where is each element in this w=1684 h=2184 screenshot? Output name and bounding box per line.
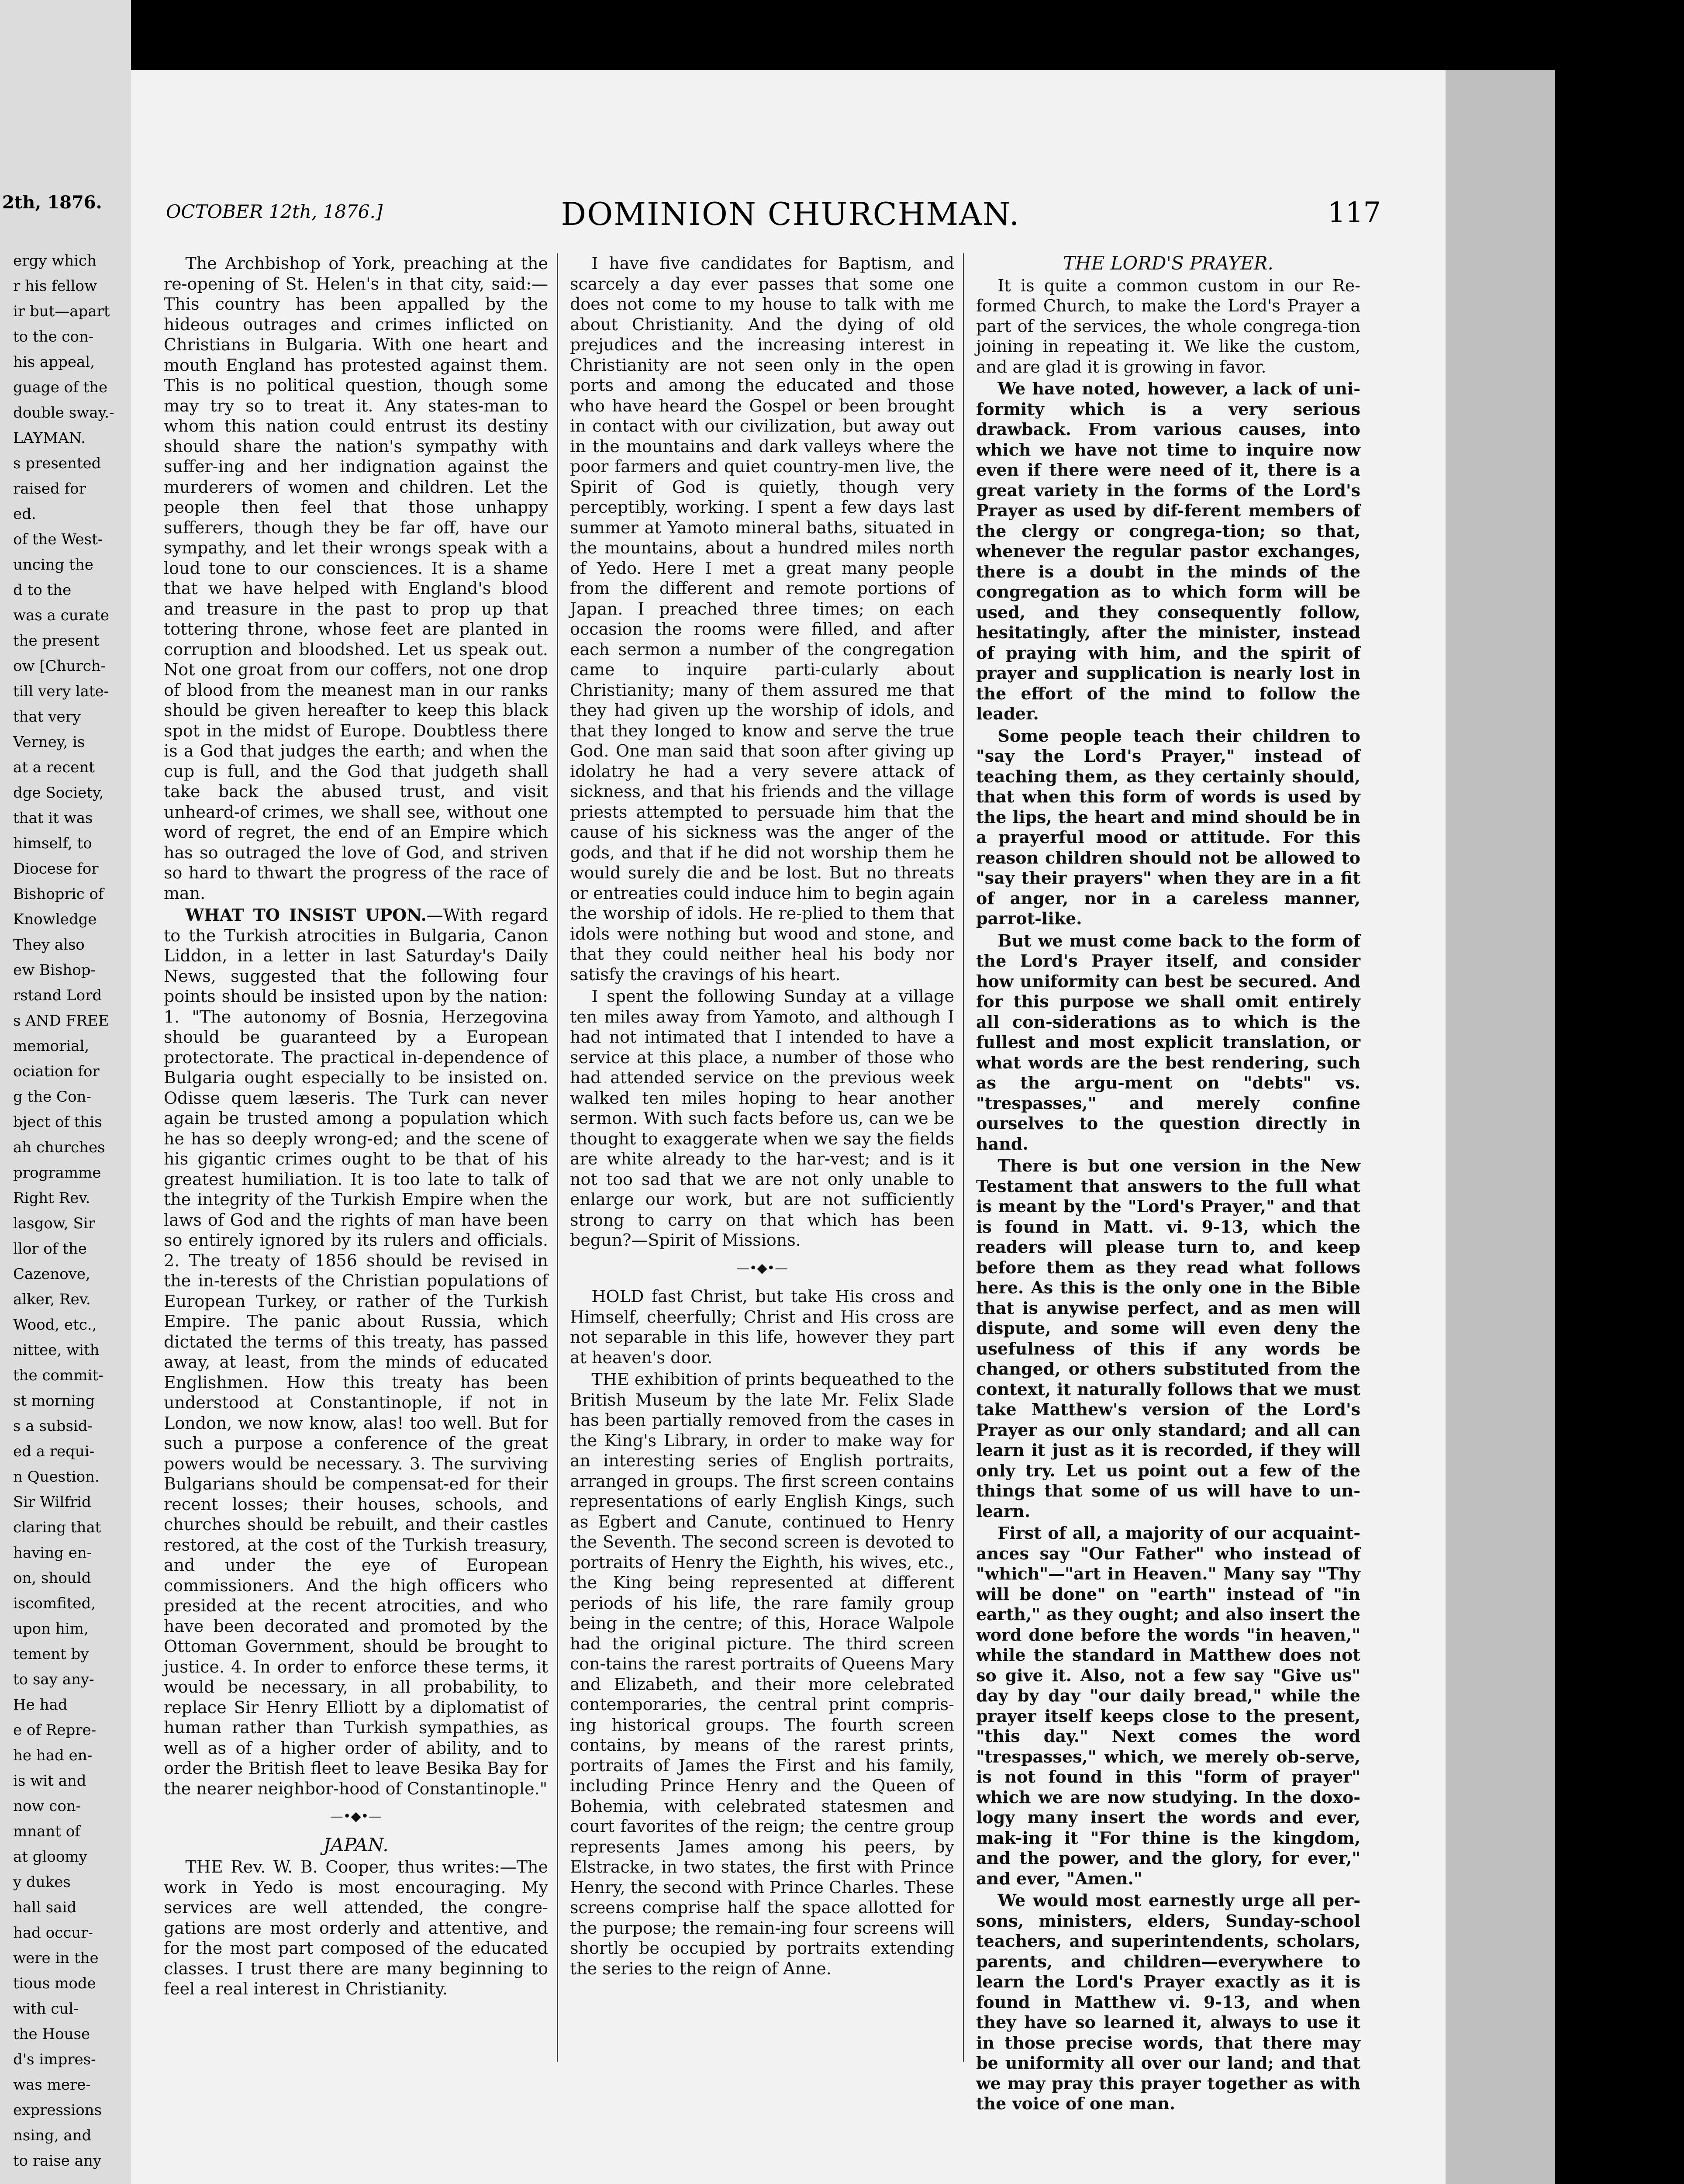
left-page-line: Knowledge — [13, 911, 97, 928]
left-page-line: is wit and — [13, 1772, 86, 1790]
left-page-line: llor of the — [13, 1240, 87, 1258]
lords-prayer-p3: Some people teach their children to "say the Lord's Prayer," instead of teaching them, as they certainly should, that when this form of words is used by the lips, the heart and mind should be in a prayerful mood or attitude. For this reason children should not be allowed to "say their prayers" when they are in a fit of anger, nor in a careless manner, parrot-like. — [976, 726, 1360, 928]
lords-prayer-p2: We have noted, however, a lack of uni-formity which is a very serious drawback. From various causes, into which we have not time to inquire now even if there were need of it, there is a great variety in the forms of the Lord's Prayer as used by dif-ferent members of the clergy or congrega-tion; so that, whenever the regular pastor exchanges, there is a doubt in the minds of the congregation as to which form will be used, and they consequently follow, hesitatingly, after the minister, instead of praying with him, and the spirit of prayer and supplication is nearly lost in the effort of the mind to follow the leader. — [976, 379, 1360, 723]
section-separator: —•◆•— — [736, 1260, 788, 1276]
lords-prayer-p6: First of all, a majority of our acquaint-ances say "Our Father" who instead of "which"—"art in Heaven." Many say "Thy will be done" on "earth" instead of "in earth," as they ought; and also insert the word done before the words "in heaven," while the standard in Matthew does not so give it. Also, not a few say "Give us" day by day "our daily bread," while the prayer itself keeps close to the present, "this day." Next comes the word "trespasses," which, we merely ob-serve, is not found in this "form of prayer" which we are now studying. In the doxo-logy many insert the words and ever, mak-ing it "For thine is the kingdom, and the power, and the glory, for ever," and ever, "Amen." — [976, 1523, 1360, 1888]
left-page-line: ah churches — [13, 1139, 105, 1156]
left-page-line: lasgow, Sir — [13, 1215, 95, 1232]
lords-prayer-p5: There is but one version in the New Testament that answers to the full what is meant by the "Lord's Prayer," and that is found in Matt. vi. 9-13, which the readers will please turn to, and keep before them as they read what follows here. As this is the only one in the Bible that is anywise perfect, and as men will dispute, and some will even deny the usefulness of this if any words be changed, or others substituted from the context, it naturally follows that we must take Matthew's version of the Lord's Prayer as our only standard; and all can learn it just as it is recorded, if they will only try. Let us point out a few of the things that some of us will have to un-learn. — [976, 1156, 1360, 1521]
lords-prayer-p1: It is quite a common custom in our Re-formed Church, to make the Lord's Prayer a part of the services, the whole congrega-tion joining in repeating it. We like the custom, and are glad it is growing in favor. — [976, 276, 1360, 377]
left-page-line: guage of the — [13, 379, 108, 396]
left-page-line: Right Rev. — [13, 1189, 90, 1207]
column-2 — [570, 253, 954, 1980]
left-page-line: that very — [13, 708, 81, 726]
left-page-line: rstand Lord — [13, 987, 102, 1004]
left-page-line: ed a requi- — [13, 1443, 95, 1460]
left-page-line: Diocese for — [13, 860, 99, 878]
page-edge — [1446, 70, 1555, 2184]
masthead-title: DOMINION CHURCHMAN. — [561, 196, 1020, 232]
left-page-fragment — [0, 0, 131, 2184]
issue-date: OCTOBER 12th, 1876.] — [166, 201, 383, 222]
left-page-line: mnant of — [13, 1823, 80, 1840]
lords-prayer-p7: We would most earnestly urge all per-sons, ministers, elders, Sunday-school teachers, and superintendents, scholars, parents, and children—everywhere to learn the Lord's Prayer exactly as it is found in Matthew vi. 9-13, and when they have so learned it, always to use it in those precise words, that there may be uniformity all over our land; and that we may pray this prayer together as with the voice of one man. — [976, 1890, 1360, 2113]
left-page-line: Cazenove, — [13, 1265, 90, 1283]
left-page-line: was mere- — [13, 2076, 91, 2094]
left-page-line: upon him, — [13, 1620, 89, 1638]
left-page-line: ociation for — [13, 1063, 100, 1080]
insist-text: —With regard to the Turkish atrocities in Bulgaria, Canon Liddon, in a letter in last Saturday's Daily News, suggested that the following four points should be insisted upon by the nation: 1. "The autonomy of Bosnia, Herzegovina should be guaranteed by a European protectorate. The practical in-dependence of Bulgaria ought especially to be insisted on. Odisse quem læseris. The Turk can never again be trusted among a population which he has so deeply wrong-ed; and the scene of his gigantic crimes ought to be that of his greatest humiliation. It is too late to talk of the integrity of the Turkish Empire when the laws of God and the rights of man have been so entirely ignored by its rulers and officials. 2. The treaty of 1856 should be revised in the in-terests of the Christian populations of European Turkey, or rather of the Turkish Empire. The panic about Russia, which dictated the terms of this treaty, has passed away, at least, from the minds of educated Englishmen. How this treaty has been understood at Constantinople, if not in London, we now know, alas! too well. But for such a purpose a conference of the great powers would be necessary. 3. The surviving Bulgarians should be compensat-ed for their recent losses; their houses, schools, and churches should be rebuilt, and their castles restored, at the cost of the Turkish treasury, and under the eye of European commissioners. And the high officers who presided at the recent atrocities, and who have been decorated and promoted by the Ottoman Government, should be brought to justice. 4. In order to enforce these terms, it would be necessary, in all probability, to replace Sir Henry Elliott by a diplomatist of human rather than Turkish sympathies, as well as of a higher order of ability, and to order the British fleet to leave Besika Bay for the nearer neighbor-hood of Constantinople." — [164, 905, 549, 1798]
candidates-paragraph: I have five candidates for Baptism, and scarcely a day ever passes that some one does not come to my house to talk with me about Christianity. And the dying of old prejudices and the increasing interest in Christianity are not seen only in the open ports and among the educated and those who have heard the Gospel or been brought in contact with our civilization, but away out in the mountains and dark valleys where the poor farmers and quiet country-men live, the Spirit of God is quietly, though very perceptibly, working. I spent a few days last summer at Yamoto mineral baths, situated in the mountains, about a hundred miles north of Yedo. Here I met a great many people from the different and remote portions of Japan. I preached three times; on each occasion the rooms were filled, and after each sermon a number of the congregation came to inquire parti-cularly about Christianity; many of them assured me that they had given up the worship of idols, and that they longed to know and serve the true God. One man said that soon after giving up idolatry he had a very severe attack of sickness, and that his friends and the village priests attempted to persuade him that the cause of his sickness was the anger of the gods, and that if he did not worship them he would surely die and be lost. But no threats or entreaties could induce him to begin again the worship of idols. He re-plied to them that idols were nothing but wood and stone, and that they could neither heal his body nor satisfy the cravings of his heart. — [570, 254, 954, 984]
left-page-line: g the Con- — [13, 1088, 91, 1106]
japan-paragraph: THE Rev. W. B. Cooper, thus writes:—The work in Yedo is most encouraging. My services are well attended, the congre-gations are most orderly and attentive, and for the most part composed of the educated classes. I trust there are many beginning to feel a real interest in Christianity. — [164, 1857, 548, 1998]
left-page-line: his appeal, — [13, 353, 95, 371]
left-page-line: Bishopric of — [13, 885, 104, 903]
left-page-line: n Question. — [13, 1468, 100, 1486]
column-1 — [164, 253, 548, 2001]
left-page-line: hall said — [13, 1899, 77, 1916]
left-page-line: expressions — [13, 2101, 102, 2119]
left-page-line: that it was — [13, 809, 93, 827]
left-page-line: alker, Rev. — [13, 1291, 91, 1308]
hold-fast-paragraph: HOLD fast Christ, but take His cross and Himself, cheerfully; Christ and His cross are not separable in this life, however they part at heaven's door. — [570, 1287, 954, 1367]
left-page-line: d's impres- — [13, 2051, 96, 2068]
left-page-line: s presented — [13, 455, 101, 472]
column-rule — [557, 253, 558, 2062]
insist-paragraph — [164, 905, 548, 1799]
left-page-line: raised for — [13, 480, 86, 498]
left-page-line: Verney, is — [13, 733, 85, 751]
exhibition-paragraph: THE exhibition of prints bequeathed to the British Museum by the late Mr. Felix Slade has been partially removed from the cases in the King's Library, in order to make way for an interesting series of English portraits, arranged in groups. The first screen contains representations of early English Kings, such as Egbert and Canute, continued to Henry the Seventh. The second screen is devoted to portraits of Henry the Eighth, his wives, etc., the King being represented at different periods of his life, the rare family group being in the centre; of this, Horace Walpole had the original picture. The third screen con-tains the rarest portraits of Queens Mary and Elizabeth, and their more celebrated contemporaries, the central print compris-ing historical groups. The fourth screen contains, by means of the rarest prints, portraits of James the First and his family, including Prince Henry and the Queen of Bohemia, with celebrated statesmen and court favorites of the reign; the centre group represents James among his peers, by Elstracke, in two states, the first with Prince Henry, the second with Prince Charles. These screens comprise half the space allotted for the purpose; the remain-ing four screens will shortly be occupied by portraits extending the series to the reign of Anne. — [570, 1370, 954, 1978]
left-page-line: programme — [13, 1164, 101, 1182]
left-page-line: the commit- — [13, 1367, 104, 1384]
left-page-line: r his fellow — [13, 277, 97, 295]
left-page-line: having en- — [13, 1544, 92, 1562]
left-page-line: ergy which — [13, 252, 97, 270]
left-page-line: the present — [13, 632, 100, 650]
left-page-line: himself, to — [13, 835, 92, 852]
left-page-line: had occur- — [13, 1924, 93, 1942]
column-3 — [976, 253, 1360, 2116]
left-page-line: y dukes — [13, 1873, 71, 1891]
left-page-line: They also — [13, 936, 85, 954]
left-page-line: at a recent — [13, 759, 95, 776]
left-page-line: s a subsid- — [13, 1417, 93, 1435]
left-page-line: tement by — [13, 1645, 89, 1663]
left-page-line: iscomfited, — [13, 1595, 96, 1612]
left-page-line: to raise any — [13, 2152, 102, 2170]
left-page-line: memorial, — [13, 1037, 90, 1055]
sunday-paragraph: I spent the following Sunday at a village ten miles away from Yamoto, and although I had not intimated that I intended to have a service at this place, a number of those who had attended service on the previous week walked ten miles hoping to hear another sermon. With such facts before us, can we be thought to exaggerate when we say the fields are white already to the har-vest; and is it not too sad that we are not only unable to enlarge our work, but are not sufficiently strong to carry on that which has been begun?—Spirit of Missions. — [570, 987, 954, 1250]
left-page-line: st morning — [13, 1392, 95, 1410]
left-page-line: nittee, with — [13, 1341, 100, 1359]
left-page-line: nsing, and — [13, 2127, 92, 2144]
left-page-line: tious mode — [13, 1975, 96, 1992]
left-page-line: on, should — [13, 1569, 91, 1587]
insist-heading: WHAT TO INSIST UPON. — [185, 905, 427, 925]
left-page-line: was a curate — [13, 607, 109, 624]
left-page-line: ed. — [13, 505, 36, 523]
left-page-line: double sway.- — [13, 404, 114, 422]
left-page-line: Sir Wilfrid — [13, 1493, 91, 1511]
japan-heading: JAPAN. — [323, 1834, 389, 1856]
left-page-line: of the West- — [13, 531, 103, 548]
left-page-line: now con- — [13, 1797, 81, 1815]
left-page-line: uncing the — [13, 556, 93, 574]
left-page-line: e of Repre- — [13, 1721, 97, 1739]
left-page-line: ew Bishop- — [13, 961, 96, 979]
section-separator: —•◆•— — [330, 1809, 382, 1824]
left-page-line: he had en- — [13, 1747, 93, 1764]
newspaper-page — [131, 70, 1446, 2184]
left-page-line: with cul- — [13, 2000, 79, 2018]
left-page-line: bject of this — [13, 1113, 102, 1131]
left-page-date: 2th, 1876. — [2, 192, 102, 213]
background-edge — [1555, 44, 1684, 2184]
left-page-line: to the con- — [13, 328, 94, 346]
left-page-line: at gloomy — [13, 1848, 87, 1866]
lords-prayer-heading: THE LORD'S PRAYER. — [1063, 252, 1273, 274]
column-rule — [963, 253, 964, 2062]
left-page-line: to say any- — [13, 1671, 94, 1688]
lords-prayer-p4: But we must come back to the form of the Lord's Prayer itself, and consider how uniformity can best be secured. And for this purpose we shall omit entirely all con-siderations as to which is the fullest and most explicit translation, or what words are the best rendering, such as the argu-ment on "debts" vs. "trespasses," and merely confine ourselves to the question directly in hand. — [976, 930, 1360, 1154]
left-page-line: LAYMAN. — [13, 429, 86, 447]
left-page-line: claring that — [13, 1519, 101, 1536]
left-page-line: dge Society, — [13, 784, 104, 802]
archbishop-paragraph: The Archbishop of York, preaching at the re-opening of St. Helen's in that city, said:—This country has been appalled by the hideous outrages and crimes inflicted on Christians in Bulgaria. With one heart and mouth England has protested against them. This is no political question, though some may try so to treat it. Any states-man to whom this nation could entrust its destiny should share the nation's sympathy with suffer-ing and her indignation against the murderers of women and children. Let the people then feel that those unhappy sufferers, though they be far off, have our sympathy, and let their wrongs speak with a loud tone to our consciences. It is a shame that we have helped with England's blood and treasure in the past to prop up that tottering throne, whose feet are planted in corruption and bloodshed. Let us speak out. Not one groat from our coffers, not one drop of blood from the meanest man in our ranks should be given hereafter to keep this black spot in the midst of Europe. Doubtless there is a God that judges the earth; and when the cup is full, and the God that judgeth shall take back the abused trust, and visit unheard-of crimes, we shall see, without one word of regret, the end of an Empire which has so outraged the love of God, and striven so hard to thwart the progress of the race of man. — [164, 254, 548, 903]
left-page-line: the House — [13, 2025, 90, 2043]
left-page-line: till very late- — [13, 683, 109, 700]
left-page-line: ow [Church- — [13, 657, 106, 675]
left-page-line: s AND FREE — [13, 1012, 109, 1030]
left-page-line: Wood, etc., — [13, 1316, 97, 1334]
left-page-line: He had — [13, 1696, 68, 1714]
left-page-line: ir but—apart — [13, 303, 110, 320]
page-number: 117 — [1328, 197, 1381, 229]
left-page-line: were in the — [13, 1949, 99, 1967]
left-page-line: d to the — [13, 581, 72, 599]
